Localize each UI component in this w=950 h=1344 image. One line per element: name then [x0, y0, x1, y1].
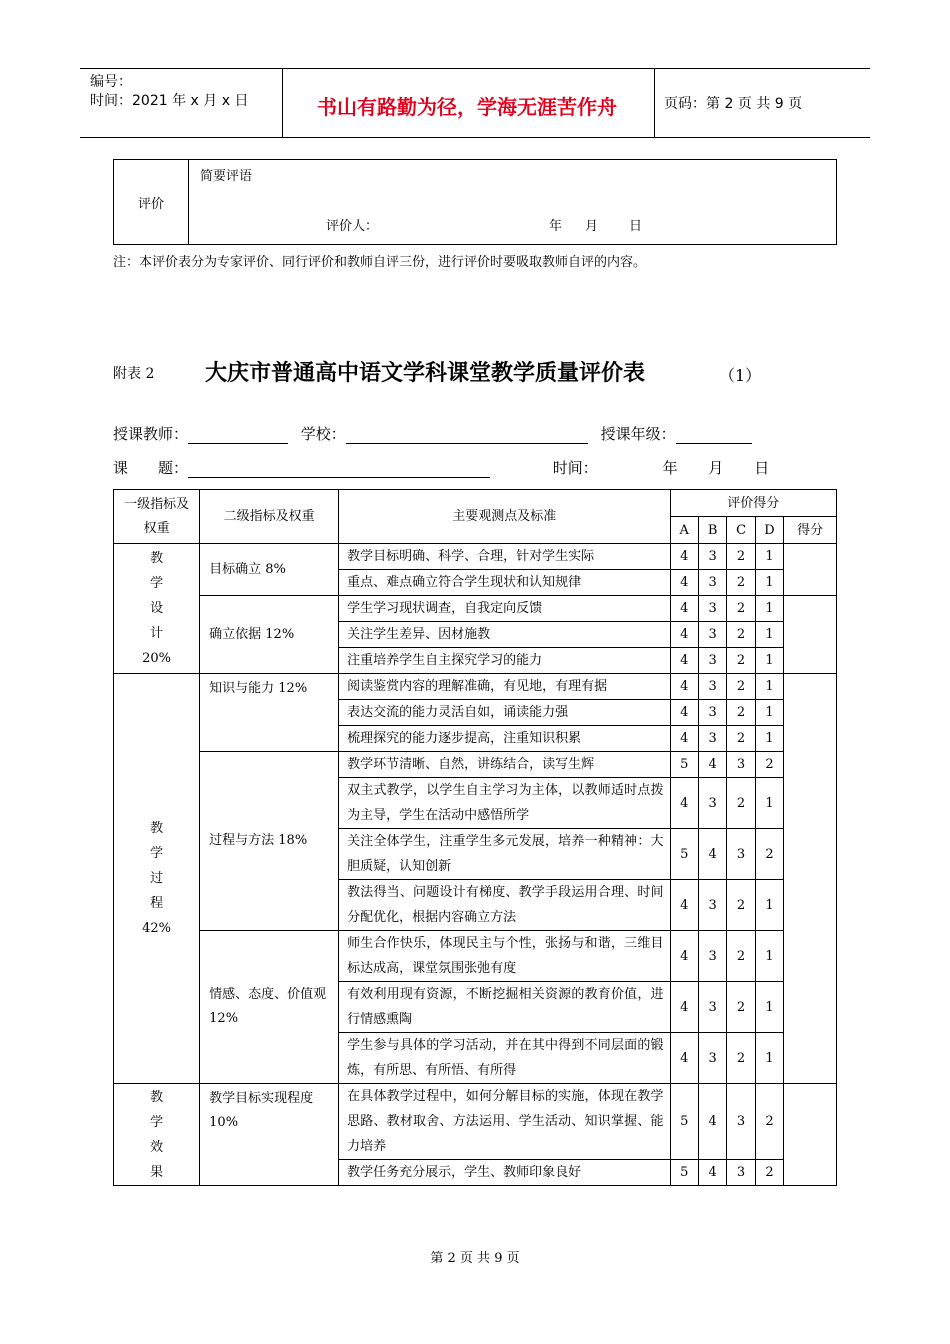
level2-method: 过程与方法 18%: [200, 752, 339, 931]
evaluation-box: [113, 159, 837, 245]
level1-design: 教 学 设 计 20%: [114, 544, 200, 674]
level2-achieve: 教学目标实现程度 10%: [200, 1084, 339, 1186]
school-label: 学校：: [300, 425, 346, 443]
page-header: [80, 68, 870, 138]
grade-a[interactable]: 5: [670, 1160, 698, 1186]
criterion-text: 梳理探究的能力逐步提高，注重知识积累: [339, 726, 670, 752]
criterion-text: 学生学习现状调查，自我定向反馈: [339, 596, 670, 622]
grade-d[interactable]: 1: [755, 544, 783, 570]
grade-label: 授课年级：: [600, 425, 676, 443]
criterion-text: 教学目标明确、科学、合理，针对学生实际: [339, 544, 670, 570]
grade-a[interactable]: 4: [670, 982, 698, 1033]
criterion-text: 重点、难点确立符合学生现状和认知规律: [339, 570, 670, 596]
grade-a[interactable]: 5: [670, 1084, 698, 1160]
grade-c[interactable]: 3: [727, 1160, 755, 1186]
score-cell[interactable]: [784, 674, 837, 1084]
evaluation-content: [189, 160, 837, 245]
grade-d[interactable]: 1: [755, 880, 783, 931]
grade-a[interactable]: 4: [670, 931, 698, 982]
grade-c[interactable]: 2: [727, 570, 755, 596]
criterion-text: 教法得当、问题设计有梯度、教学手段运用合理、时间分配优化，根据内容确立方法: [339, 880, 670, 931]
time-year: 年: [662, 459, 678, 477]
criterion-text: 关注学生差异、因材施教: [339, 622, 670, 648]
grade-d[interactable]: 2: [755, 1160, 783, 1186]
header-code: 编号：: [90, 74, 132, 90]
grade-c[interactable]: 3: [727, 829, 755, 880]
evaluation-evaluator: 评价人：: [326, 219, 379, 234]
grade-d[interactable]: 1: [755, 700, 783, 726]
criterion-text: 关注全体学生，注重学生多元发展，培养一种精神：大胆质疑，认知创新: [339, 829, 670, 880]
grade-a[interactable]: 4: [670, 880, 698, 931]
grade-c[interactable]: 2: [727, 648, 755, 674]
grade-b[interactable]: 3: [698, 570, 726, 596]
grade-a[interactable]: 4: [670, 570, 698, 596]
time-month: 月: [708, 459, 724, 477]
grade-a[interactable]: 4: [670, 648, 698, 674]
appendix-label: 附表 2: [113, 366, 155, 382]
grade-b[interactable]: 3: [698, 700, 726, 726]
grade-d[interactable]: 1: [755, 622, 783, 648]
header-score: 得分: [784, 517, 837, 544]
grade-b[interactable]: 4: [698, 1084, 726, 1160]
grade-b[interactable]: 3: [698, 648, 726, 674]
evaluation-note: 注：本评价表分为专家评价、同行评价和教师自评三份，进行评价时要吸取教师自评的内容。: [113, 255, 647, 270]
form-fields-row1: [113, 423, 752, 444]
grade-d[interactable]: 2: [755, 752, 783, 778]
level1-effect: 教 学 效 果: [114, 1084, 200, 1186]
grade-a[interactable]: 4: [670, 778, 698, 829]
header-score-group: 评价得分: [670, 490, 836, 517]
grade-a[interactable]: 4: [670, 596, 698, 622]
grade-b[interactable]: 3: [698, 544, 726, 570]
grade-c[interactable]: 2: [727, 674, 755, 700]
page-title: 大庆市普通高中语文学科课堂教学质量评价表: [205, 360, 646, 386]
criterion-text: 教学任务充分展示，学生、教师印象良好: [339, 1160, 670, 1186]
header-level2: 二级指标及权重: [200, 490, 339, 544]
score-cell[interactable]: [784, 1084, 837, 1186]
evaluation-brief: 简要评语: [200, 169, 253, 184]
grade-d[interactable]: 1: [755, 931, 783, 982]
header-divider: [654, 69, 655, 137]
grade-field[interactable]: [676, 427, 752, 444]
evaluation-year: 年: [549, 219, 563, 234]
header-level1: 一级指标及权重: [114, 490, 200, 544]
grade-c[interactable]: 2: [727, 880, 755, 931]
grade-d[interactable]: 1: [755, 1033, 783, 1084]
header-grade-b: B: [698, 517, 726, 544]
criterion-text: 师生合作快乐，体现民主与个性，张扬与和谐，三维目标达成高，课堂氛围张弛有度: [339, 931, 670, 982]
grade-b[interactable]: 4: [698, 829, 726, 880]
grade-d[interactable]: 1: [755, 596, 783, 622]
evaluation-day: 日: [629, 219, 643, 234]
grade-b[interactable]: 3: [698, 596, 726, 622]
topic-field[interactable]: [188, 461, 490, 478]
grade-c[interactable]: 2: [727, 778, 755, 829]
level2-goal: 目标确立 8%: [200, 544, 339, 596]
grade-c[interactable]: 2: [727, 931, 755, 982]
grade-a[interactable]: 4: [670, 1033, 698, 1084]
header-page: 页码：第 2 页 共 9 页: [664, 96, 803, 112]
header-time: 时间：2021 年 x 月 x 日: [90, 93, 249, 109]
page-footer: 第 2 页 共 9 页: [430, 1251, 520, 1266]
grade-c[interactable]: 2: [727, 700, 755, 726]
header-left: [90, 73, 248, 111]
grade-c[interactable]: 2: [727, 1033, 755, 1084]
school-field[interactable]: [346, 427, 588, 444]
grade-a[interactable]: 5: [670, 829, 698, 880]
grade-b[interactable]: 3: [698, 674, 726, 700]
grade-a[interactable]: 4: [670, 674, 698, 700]
grade-b[interactable]: 3: [698, 622, 726, 648]
grade-c[interactable]: 2: [727, 596, 755, 622]
time-label: 时间：: [552, 459, 598, 477]
grade-a[interactable]: 5: [670, 752, 698, 778]
form-fields-row2: [113, 457, 769, 478]
criterion-text: 学生参与具体的学习活动，并在其中得到不同层面的锻炼，有所思、有所悟、有所得: [339, 1033, 670, 1084]
grade-c[interactable]: 2: [727, 622, 755, 648]
grade-a[interactable]: 4: [670, 622, 698, 648]
evaluation-month: 月: [585, 219, 599, 234]
quality-evaluation-table: [113, 489, 837, 1186]
level1-process: 教 学 过 程 42%: [114, 674, 200, 1084]
criterion-text: 表达交流的能力灵活自如，诵读能力强: [339, 700, 670, 726]
header-motto: 书山有路勤为径，学海无涯苦作舟: [317, 95, 617, 119]
grade-d[interactable]: 1: [755, 982, 783, 1033]
header-main-points: 主要观测点及标准: [339, 490, 670, 544]
teacher-field[interactable]: [188, 427, 288, 444]
score-cell[interactable]: [784, 544, 837, 596]
level2-knowledge: 知识与能力 12%: [200, 674, 339, 752]
grade-a[interactable]: 4: [670, 700, 698, 726]
grade-b[interactable]: 3: [698, 931, 726, 982]
header-grade-a: A: [670, 517, 698, 544]
evaluation-label: 评价: [114, 160, 189, 245]
criterion-text: 教学环节清晰、自然，讲练结合，读写生辉: [339, 752, 670, 778]
grade-b[interactable]: 3: [698, 726, 726, 752]
criterion-text: 在具体教学过程中，如何分解目标的实施，体现在教学思路、教材取舍、方法运用、学生活动、知识掌握、能力培养: [339, 1084, 670, 1160]
level2-emotion: 情感、态度、价值观 12%: [200, 931, 339, 1084]
score-cell[interactable]: [784, 596, 837, 674]
grade-b[interactable]: 4: [698, 752, 726, 778]
grade-d[interactable]: 2: [755, 1084, 783, 1160]
grade-b[interactable]: 3: [698, 982, 726, 1033]
grade-a[interactable]: 4: [670, 544, 698, 570]
criterion-text: 阅读鉴赏内容的理解准确，有见地，有理有据: [339, 674, 670, 700]
grade-b[interactable]: 4: [698, 1160, 726, 1186]
grade-b[interactable]: 3: [698, 880, 726, 931]
header-grade-d: D: [755, 517, 783, 544]
grade-d[interactable]: 1: [755, 674, 783, 700]
grade-d[interactable]: 1: [755, 726, 783, 752]
criterion-text: 注重培养学生自主探究学习的能力: [339, 648, 670, 674]
grade-d[interactable]: 2: [755, 829, 783, 880]
topic-label: 课 题：: [113, 459, 189, 477]
grade-d[interactable]: 1: [755, 570, 783, 596]
grade-c[interactable]: 2: [727, 726, 755, 752]
criterion-text: 有效利用现有资源，不断挖掘相关资源的教育价值，进行情感熏陶: [339, 982, 670, 1033]
grade-c[interactable]: 3: [727, 752, 755, 778]
grade-a[interactable]: 4: [670, 726, 698, 752]
criterion-text: 双主式教学，以学生自主学习为主体，以教师适时点拨为主导，学生在活动中感悟所学: [339, 778, 670, 829]
grade-d[interactable]: 1: [755, 778, 783, 829]
grade-b[interactable]: 3: [698, 778, 726, 829]
grade-c[interactable]: 2: [727, 544, 755, 570]
level2-basis: 确立依据 12%: [200, 596, 339, 674]
grade-b[interactable]: 3: [698, 1033, 726, 1084]
title-suffix: （1）: [719, 366, 762, 385]
teacher-label: 授课教师：: [113, 425, 189, 443]
time-day: 日: [754, 459, 770, 477]
grade-d[interactable]: 1: [755, 648, 783, 674]
grade-c[interactable]: 3: [727, 1084, 755, 1160]
grade-c[interactable]: 2: [727, 982, 755, 1033]
header-grade-c: C: [727, 517, 755, 544]
